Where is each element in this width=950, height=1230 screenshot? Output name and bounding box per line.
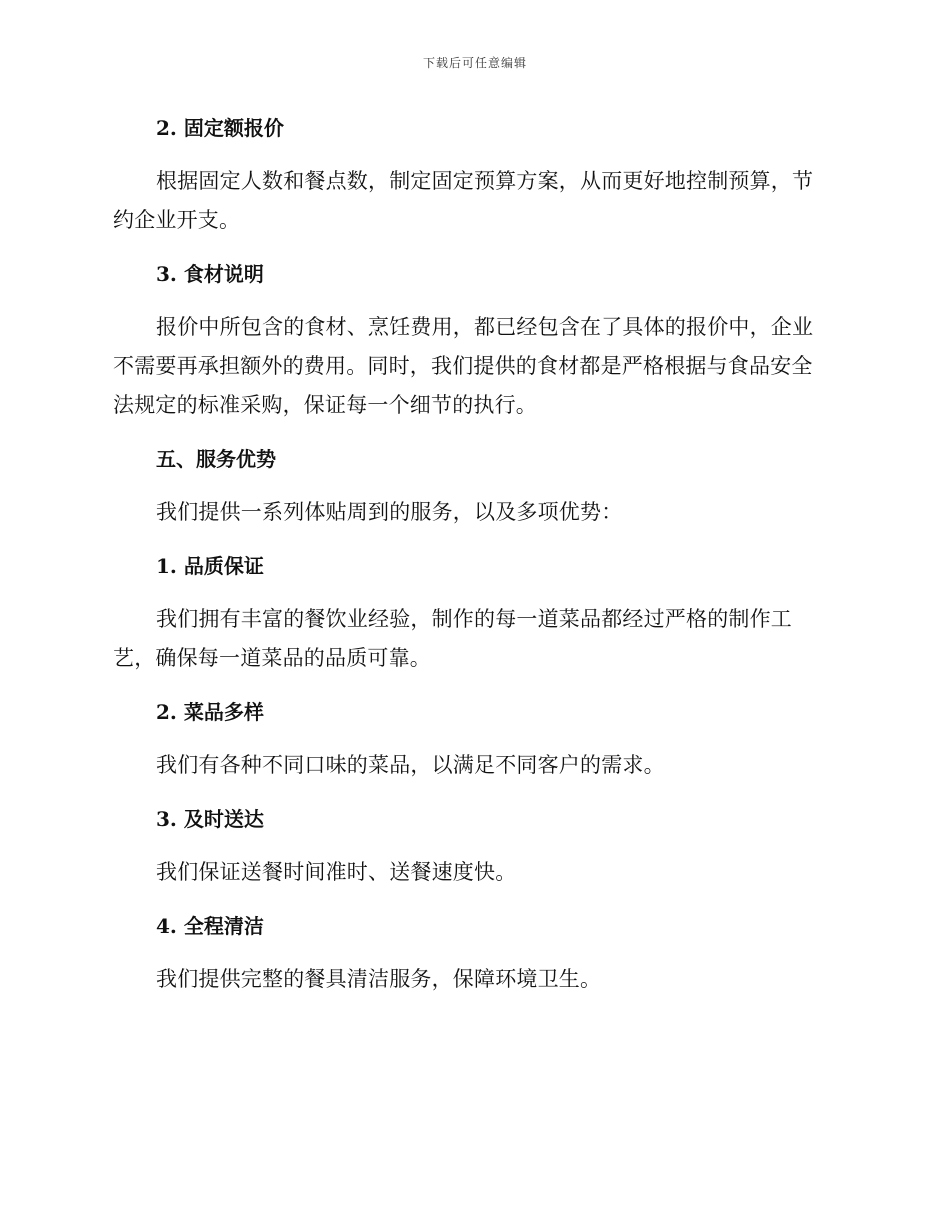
section-heading-delivery: 3. 及时送达	[156, 807, 264, 831]
section-heading-quality: 1. 品质保证	[156, 554, 264, 578]
paragraph-cleaning: 我们提供完整的餐具清洁服务，保障环境卫生。	[156, 967, 602, 991]
paragraph-variety: 我们有各种不同口味的菜品，以满足不同客户的需求。	[156, 753, 665, 777]
section-heading-cleaning: 4. 全程清洁	[156, 914, 264, 938]
page-header-note: 下载后可任意编辑	[422, 56, 527, 70]
section-heading-variety: 2. 菜品多样	[156, 700, 264, 724]
paragraph-quality: 我们拥有丰富的餐饮业经验，制作的每一道菜品都经过严格的制作工艺，确保每一道菜品的品质可靠。	[113, 607, 792, 670]
section-heading-service-advantages: 五、服务优势	[156, 447, 276, 471]
paragraph-fixed-quote: 根据固定人数和餐点数，制定固定预算方案，从而更好地控制预算，节约企业开支。	[113, 169, 814, 232]
paragraph-delivery: 我们保证送餐时间准时、送餐速度快。	[156, 860, 517, 884]
section-heading-ingredients: 3. 食材说明	[156, 262, 264, 286]
paragraph-service-advantages: 我们提供一系列体贴周到的服务，以及多项优势：	[156, 500, 623, 524]
paragraph-ingredients: 报价中所包含的食材、烹饪费用，都已经包含在了具体的报价中，企业不需要再承担额外的费用。同时，我们提供的食材都是严格根据与食品安全法规定的标准采购，保证每一个细节的执行。	[113, 315, 814, 417]
section-heading-fixed-quote: 2. 固定额报价	[156, 116, 284, 140]
document-body	[113, 108, 833, 1013]
